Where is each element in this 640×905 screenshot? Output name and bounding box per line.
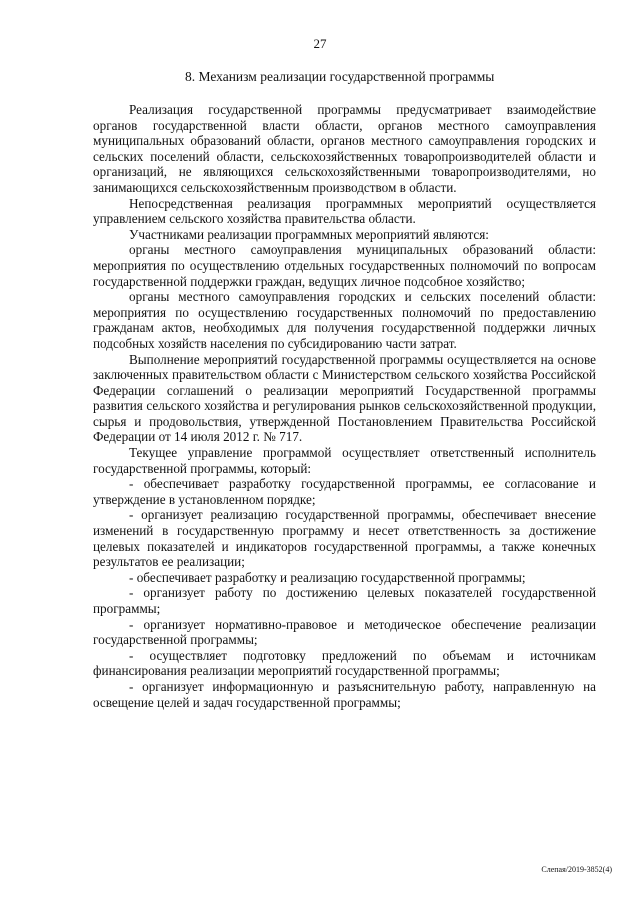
- list-item: - организует работу по достижению целевых показателей государственной программы;: [93, 585, 596, 616]
- document-body: [93, 102, 596, 710]
- list-item: - организует реализацию государственной программы, обеспечивает внесение изменений в государственную программу и несет ответственность за достижение целевых показателей и индикаторов государственной программы, а также конечных результатов ее реализации;: [93, 507, 596, 570]
- paragraph: органы местного самоуправления муниципальных образований области: мероприятия по осуществлению отдельных государственных полномочий по вопросам государственной поддержки граждан, ведущих личное подсобное хозяйство;: [93, 242, 596, 289]
- paragraph: Выполнение мероприятий государственной программы осуществляется на основе заключенных правительством области с Министерством сельского хозяйства Российской Федерации соглашений о реализации мероприятий Государственной программы развития сельского хозяйства и регулирования рынков сельскохозяйственной продукции, сырья и продовольствия, утвержденной Постановлением Правительства Российской Федерации от 14 июля 2012 г. № 717.: [93, 351, 596, 445]
- list-item: - осуществляет подготовку предложений по объемам и источникам финансирования реализации мероприятий государственной программы;: [93, 647, 596, 679]
- paragraph: органы местного самоуправления городских и сельских поселений области: мероприятия по осуществлению государственных полномочий по предоставлению гражданам актов, необходимых для получения государственной поддержки личных подсобных хозяйств населения по субсидированию части затрат.: [93, 289, 596, 351]
- page-number: 27: [313, 36, 327, 51]
- paragraph: Непосредственная реализация программных мероприятий осуществляется управлением сельского хозяйства правительства области.: [93, 195, 596, 227]
- paragraph: Текущее управление программой осуществляет ответственный исполнитель государственной программы, который:: [93, 445, 596, 476]
- paragraph: Реализация государственной программы предусматривает взаимодействие органов государственной власти области, органов местного самоуправления муниципальных образований области, органов местного самоуправления городских и сельских поселений области, сельскохозяйственных товаропроизводителей области и организаций, не являющихся сельскохозяйственными товаропроизводителями, но занимающихся сельскохозяйственным производством в области.: [93, 102, 596, 195]
- paragraph: Участниками реализации программных мероприятий являются:: [129, 226, 489, 242]
- list-item: - обеспечивает разработку государственной программы, ее согласование и утверждение в установленном порядке;: [93, 476, 596, 507]
- section-heading: 8. Механизм реализации государственной программы: [185, 69, 495, 84]
- document-code: Слепая/2019-3852(4): [541, 865, 612, 874]
- list-item: - обеспечивает разработку и реализацию государственной программы;: [129, 569, 526, 585]
- list-item: - организует информационную и разъяснительную работу, направленную на освещение целей и задач государственной программы;: [93, 678, 596, 710]
- list-item: - организует нормативно-правовое и методическое обеспечение реализации государственной программы;: [93, 616, 596, 648]
